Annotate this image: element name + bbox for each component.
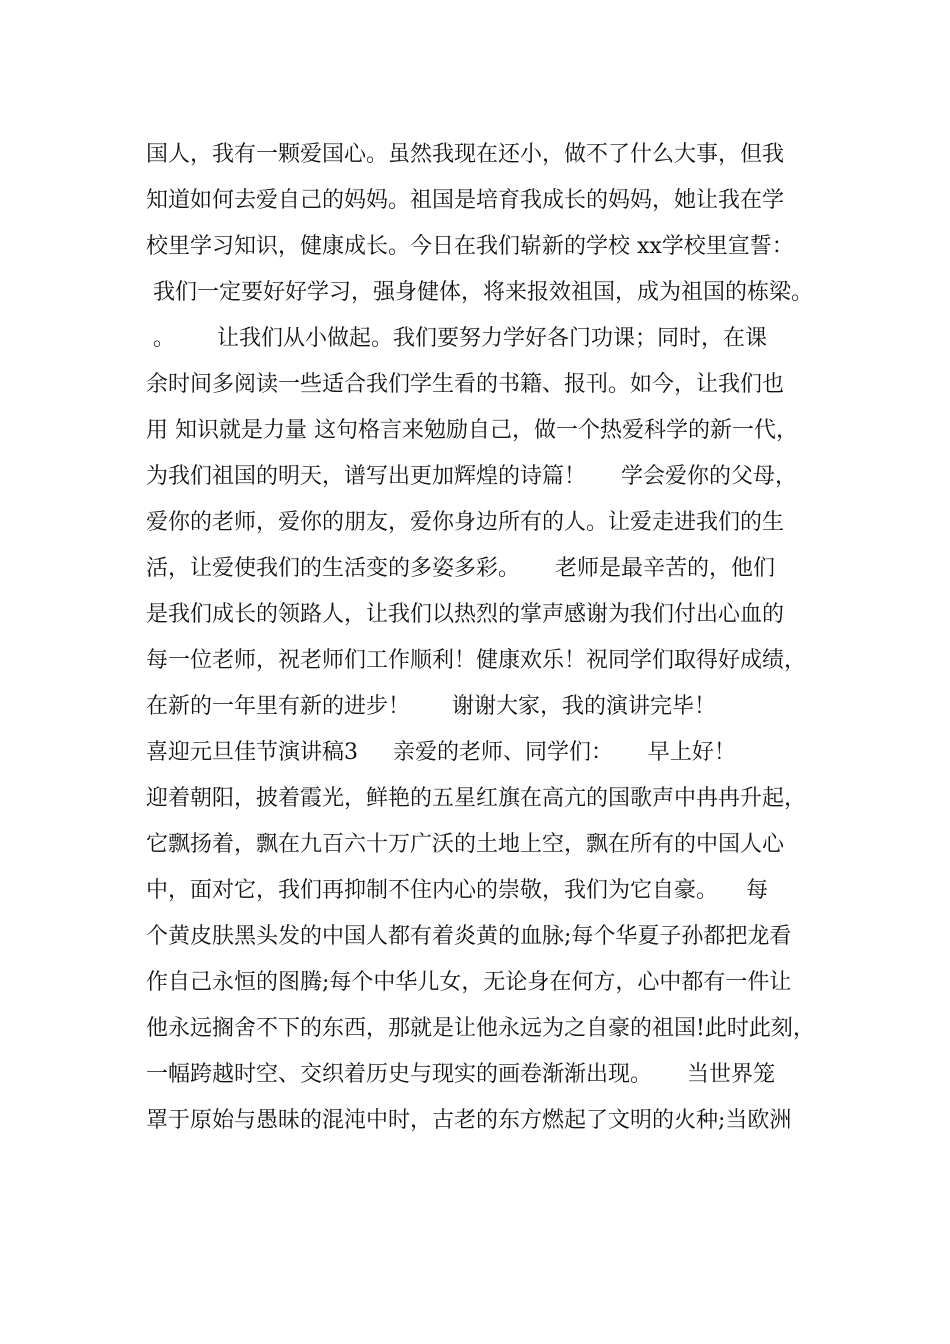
heading-line: 喜迎元旦佳节演讲稿3 亲爱的老师、同学们： 早上好！: [146, 740, 736, 765]
text-line: 是我们成长的领路人，让我们以热烈的掌声感谢为我们付出心血的: [146, 602, 785, 627]
text-line: 作自己永恒的图腾;每个中华儿女，无论身在何方，心中都有一件让: [146, 970, 792, 995]
text-line: 余时间多阅读一些适合我们学生看的书籍、报刊。如今，让我们也: [146, 372, 785, 397]
text-line: 在新的一年里有新的进步！ 谢谢大家，我的演讲完毕！: [146, 694, 716, 719]
text-line: 中，面对它，我们再抑制不住内心的崇敬，我们为它自豪。 每: [146, 878, 768, 903]
text-line: 他永远搁舍不下的东西，那就是让他永远为之自豪的祖国!此时此刻，: [146, 1016, 815, 1041]
text-line: 它飘扬着，飘在九百六十万广沃的土地上空，飘在所有的中国人心: [146, 832, 785, 857]
text-line: 迎着朝阳，披着霞光，鲜艳的五星红旗在高亢的国歌声中冉冉升起，: [146, 786, 807, 811]
text-line: 国人，我有一颗爱国心。虽然我现在还小，做不了什么大事，但我: [146, 142, 785, 167]
text-line: 每一位老师，祝老师们工作顺利！健康欢乐！祝同学们取得好成绩，: [146, 648, 807, 673]
text-line: 一幅跨越时空、交织着历史与现实的画卷渐渐出现。 当世界笼: [146, 1062, 775, 1087]
text-line: 个黄皮肤黑头发的中国人都有着炎黄的血脉;每个华夏子孙都把龙看: [146, 924, 792, 949]
text-line: 为我们祖国的明天，谱写出更加辉煌的诗篇！ 学会爱你的父母，: [146, 464, 797, 489]
text-line: 。 让我们从小做起。我们要努力学好各门功课；同时，在课: [146, 326, 767, 351]
text-line: 罩于原始与愚昧的混沌中时，古老的东方燃起了文明的火种;当欧洲: [146, 1108, 792, 1133]
text-line: 用 知识就是力量 这句格言来勉励自己，做一个热爱科学的新一代，: [146, 418, 798, 443]
text-line: 活，让爱使我们的生活变的多姿多彩。 老师是最辛苦的，他们: [146, 556, 775, 581]
text-line: 知道如何去爱自己的妈妈。祖国是培育我成长的妈妈，她让我在学: [146, 188, 785, 213]
text-line: 爱你的老师，爱你的朋友，爱你身边所有的人。让爱走进我们的生: [146, 510, 785, 535]
text-line: 我们一定要好好学习，强身健体，将来报效祖国，成为祖国的栋梁。: [146, 280, 813, 305]
text-line: 校里学习知识，健康成长。今日在我们崭新的学校 xx学校里宣誓：: [146, 234, 794, 259]
body-text: [146, 132, 826, 1144]
